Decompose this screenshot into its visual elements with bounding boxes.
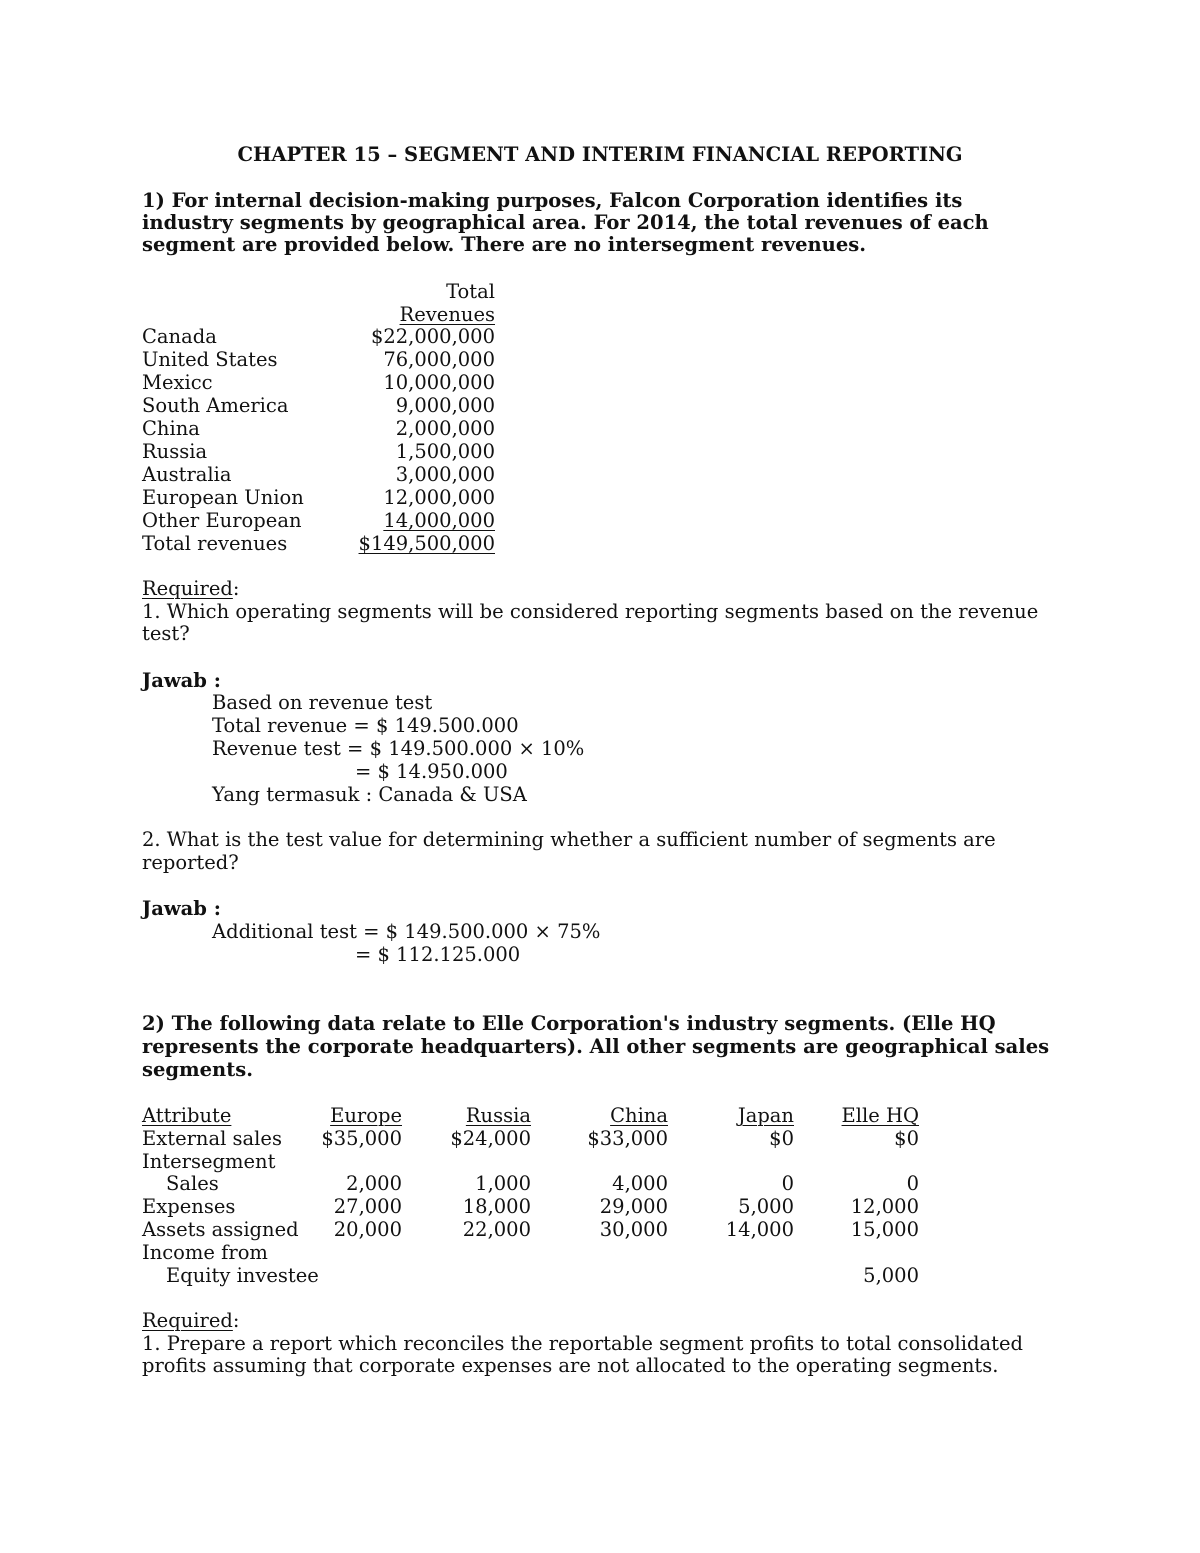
segment-cell: 1,000 [475, 1172, 531, 1195]
revenue-total-value: $149,500,000 [358, 532, 495, 555]
revenue-row-label: Russia [142, 440, 208, 463]
q1-question2-line-1: 2. What is the test value for determining whether a sufficient number of segments are [142, 828, 996, 851]
revenue-row-value: 1,500,000 [395, 440, 495, 463]
answer2-line: Additional test = $ 149.500.000 × 75% [212, 920, 601, 943]
segment-row-label: Intersegment [142, 1150, 276, 1173]
answer1-line: = $ 14.950.000 [355, 760, 508, 783]
q1-prompt-line-3: segment are provided below. There are no intersegment revenues. [142, 233, 867, 256]
q1-question1-line-2: test? [142, 622, 190, 645]
segment-cell: 27,000 [333, 1195, 402, 1218]
revenue-row-value: 10,000,000 [383, 371, 495, 394]
segment-cell: 0 [906, 1172, 919, 1195]
revenue-row-label: United States [142, 348, 278, 371]
required-label: Required [142, 1309, 233, 1332]
segment-row-label: Income from [142, 1241, 268, 1264]
revenue-row-label: China [142, 417, 200, 440]
segment-cell: 14,000 [725, 1218, 794, 1241]
revenue-row-value: 12,000,000 [383, 486, 495, 509]
revenue-row-value: 76,000,000 [383, 348, 495, 371]
segment-cell: 18,000 [462, 1195, 531, 1218]
segment-header-china: China [610, 1104, 668, 1127]
q1-required-heading [142, 577, 239, 600]
required-colon: : [232, 1309, 240, 1332]
segment-cell: 15,000 [850, 1218, 919, 1241]
q2-question1-line-2: profits assuming that corporate expenses are not allocated to the operating segments. [142, 1354, 999, 1377]
segment-header-elle-hq: Elle HQ [841, 1104, 919, 1127]
answer1-line: Based on revenue test [212, 691, 433, 714]
q2-required-heading [142, 1309, 239, 1332]
required-label: Required [142, 577, 233, 600]
q2-prompt-line-1: 2) The following data relate to Elle Corporation's industry segments. (Elle HQ [142, 1012, 996, 1035]
segment-row-label: Equity investee [166, 1264, 319, 1287]
revenue-header-total: Total [446, 280, 495, 303]
revenue-row-label: European Union [142, 486, 304, 509]
answer1-label: Jawab : [142, 669, 221, 692]
answer1-line: Yang termasuk : Canada & USA [212, 783, 527, 806]
segment-row-label: Expenses [142, 1195, 236, 1218]
segment-cell: 22,000 [462, 1218, 531, 1241]
answer1-line: Revenue test = $ 149.500.000 × 10% [212, 737, 585, 760]
revenue-row-value: 9,000,000 [395, 394, 495, 417]
q2-question1-line-1: 1. Prepare a report which reconciles the reportable segment profits to total consolidated [142, 1332, 1023, 1355]
revenue-row-label: Mexicc [142, 371, 213, 394]
segment-cell: 20,000 [333, 1218, 402, 1241]
segment-cell: 30,000 [599, 1218, 668, 1241]
revenue-row-value: 14,000,000 [383, 509, 495, 532]
q1-prompt-line-2: industry segments by geographical area. For 2014, the total revenues of each [142, 211, 989, 234]
q1-question2-line-2: reported? [142, 851, 239, 874]
q1-question1-line-1: 1. Which operating segments will be considered reporting segments based on the revenue [142, 600, 1039, 623]
segment-cell: 5,000 [863, 1264, 919, 1287]
segment-cell: 29,000 [599, 1195, 668, 1218]
q2-prompt-line-3: segments. [142, 1058, 254, 1081]
segment-cell: 0 [781, 1172, 794, 1195]
page-title: CHAPTER 15 – SEGMENT AND INTERIM FINANCIAL REPORTING [237, 143, 963, 166]
segment-cell: 12,000 [850, 1195, 919, 1218]
segment-cell: 2,000 [346, 1172, 402, 1195]
segment-header-attribute: Attribute [142, 1104, 232, 1127]
segment-cell: $24,000 [450, 1127, 531, 1150]
revenue-row-value: 2,000,000 [395, 417, 495, 440]
segment-cell: $0 [769, 1127, 794, 1150]
segment-cell: $0 [894, 1127, 919, 1150]
answer2-label: Jawab : [142, 897, 221, 920]
revenue-row-label: South America [142, 394, 289, 417]
segment-cell: 5,000 [738, 1195, 794, 1218]
required-colon: : [232, 577, 240, 600]
segment-cell: 4,000 [612, 1172, 668, 1195]
segment-cell: $33,000 [587, 1127, 668, 1150]
revenue-total-label: Total revenues [142, 532, 288, 555]
segment-cell: $35,000 [321, 1127, 402, 1150]
segment-header-japan: Japan [737, 1104, 794, 1127]
segment-row-label: Sales [166, 1172, 219, 1195]
revenue-header-revenues: Revenues [399, 303, 495, 326]
revenue-row-label: Canada [142, 325, 217, 348]
revenue-row-label: Australia [142, 463, 232, 486]
segment-header-europe: Europe [330, 1104, 402, 1127]
revenue-row-value: $22,000,000 [370, 325, 495, 348]
segment-row-label: Assets assigned [142, 1218, 299, 1241]
revenue-row-value: 3,000,000 [395, 463, 495, 486]
answer2-line: = $ 112.125.000 [355, 943, 521, 966]
segment-row-label: External sales [142, 1127, 282, 1150]
revenue-row-label: Other European [142, 509, 302, 532]
segment-header-russia: Russia [465, 1104, 531, 1127]
q1-prompt-line-1: 1) For internal decision-making purposes, Falcon Corporation identifies its [142, 189, 963, 212]
answer1-line: Total revenue = $ 149.500.000 [212, 714, 519, 737]
q2-prompt-line-2: represents the corporate headquarters). All other segments are geographical sales [142, 1035, 1050, 1058]
